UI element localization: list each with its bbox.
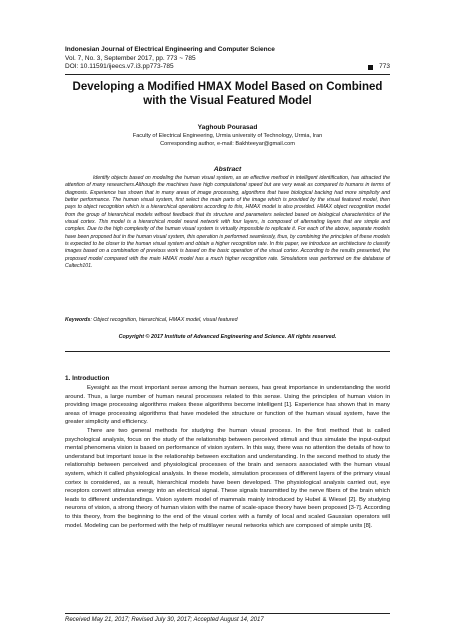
journal-header — [65, 46, 390, 72]
abstract-heading: Abstract — [213, 166, 242, 173]
section-heading: 1. Introduction — [65, 375, 110, 382]
paper-title: Developing a Modified HMAX Model Based on Combined with the Visual Featured Model — [72, 81, 383, 107]
abstract-rule — [65, 351, 390, 352]
footer-rule — [65, 613, 390, 614]
affiliation: Faculty of Electrical Engineering, Urmia university of Technology, Urmia, Iran — [132, 133, 323, 139]
page-number-group — [368, 63, 390, 72]
copyright-notice: Copyright © 2017 Institute of Advanced Engineering and Science. All rights reserved. — [118, 334, 337, 340]
page-number: 773 — [379, 63, 390, 71]
intro-paragraph-2: There are two general methods for studying the human visual process. In the first method that is called psychological analysis, focus on the study of the relationship between perceived stimuli and thus simulate the input-output mental phenomena vision is based on performance of vision system. In this way, there was no attention the details of how to understand but important issue is the relationship between excitation and understanding. In the second method to study the relationship between perceived and physiological processes of the brain and sensors associated with the human visual system, which it called physiological analysis. In these models, simulation processes of different layers of the primary visual cortex is considered, as a result, hierarchical models have been developed. The physiological analysis carried out, eye receptors convert stimulus energy into an electrical signal. These signals transmitted by the nerve fibers of the brain which leads to different understandings. Vision system model of mammals mainly introduced by Hubel & Wiesel [2]. By studying neurons of vision, a strong theory of human vision with the name of scale-space theory have been proposed [3-7]. According to this theory, from the beginning to the end of the visual cortex with a family of local and scaled Gaussian operators will model. Modeling can be performed with the help of multilayer neural networks which are composed of simple units [8]. — [65, 427, 390, 529]
introduction-body — [65, 384, 390, 530]
journal-name: Indonesian Journal of Electrical Engineering and Computer Science — [65, 46, 275, 53]
keywords-text: : Object recognition, hierarchical, HMAX model, visual featured — [90, 317, 238, 323]
keywords-label: Keywords — [65, 317, 91, 323]
corresponding-author: Corresponding author, e-mail: Bakhteeyar@gmail.com — [160, 140, 295, 147]
doi-text: DOI: 10.11591/ijeecs.v7.i3.pp773-785 — [65, 63, 174, 71]
author-name: Yaghoub Pourasad — [197, 124, 258, 131]
keywords — [65, 317, 390, 323]
square-bullet-icon — [368, 65, 373, 70]
affiliation-block — [65, 133, 390, 148]
intro-paragraph-1: Eyesight as the most important sense among the human senses, has great importance in understanding the world around. Thus, a large number of human neural processes related to this sense. Using the principles of human vision in providing image processing algorithms makes these algorithms become intelligent [1]. Experience has shown that in many areas of image processing algorithms that have modeled the structure or function of the human visual system, have the greater simplicity and efficiency. — [65, 385, 390, 426]
volume-info: Vol. 7, No. 3, September 2017, pp. 773 ~ 785 — [65, 54, 196, 62]
received-dates: Received May 21, 2017; Revised July 30, 2017; Accepted August 14, 2017 — [65, 617, 264, 623]
abstract-body: Identify objects based on modeling the human visual system, as an effective method in intelligent identification, has attracted the attention of many researchers.Although the machines have high computational speed but are very weak as compared to humans in terms of diagnosis. Experience has shown that in many areas of image processing, algorithms that have biological backing had more simplicity and better performance. The human visual system, first select the main parts of the image which is provided by the visual featured model, then pays to object recognition which is a hierarchical operations according to this, HMAX model is also provided. HMAX object recognition model from the group of hierarchical models without feedback that its structure and parameters selected based on biological characteristics of the visual cortex. This model is a hierarchical model neural network with four layers, is composed of alternating layers that are simple and complex. Due to the high complexity of the human visual system is virtually impossible to replicate it. For each of the above, separate models have been proposed but in the human visual system, this operation is performed seamlessly, thus, by combining the principles of these models is expected to be closer to the human visual system and obtain a higher recognition rate. In this paper, we introduce an architecture to classify images based on a combination of previous work is based on the basic operation of the visual cortex. According to the results presented, the proposed model compared with the main HMAX model has a much higher recognition rate. Simulations was performed on the database of Caltech101. — [65, 175, 390, 270]
doi-row — [65, 63, 390, 72]
header-rule — [65, 74, 390, 75]
